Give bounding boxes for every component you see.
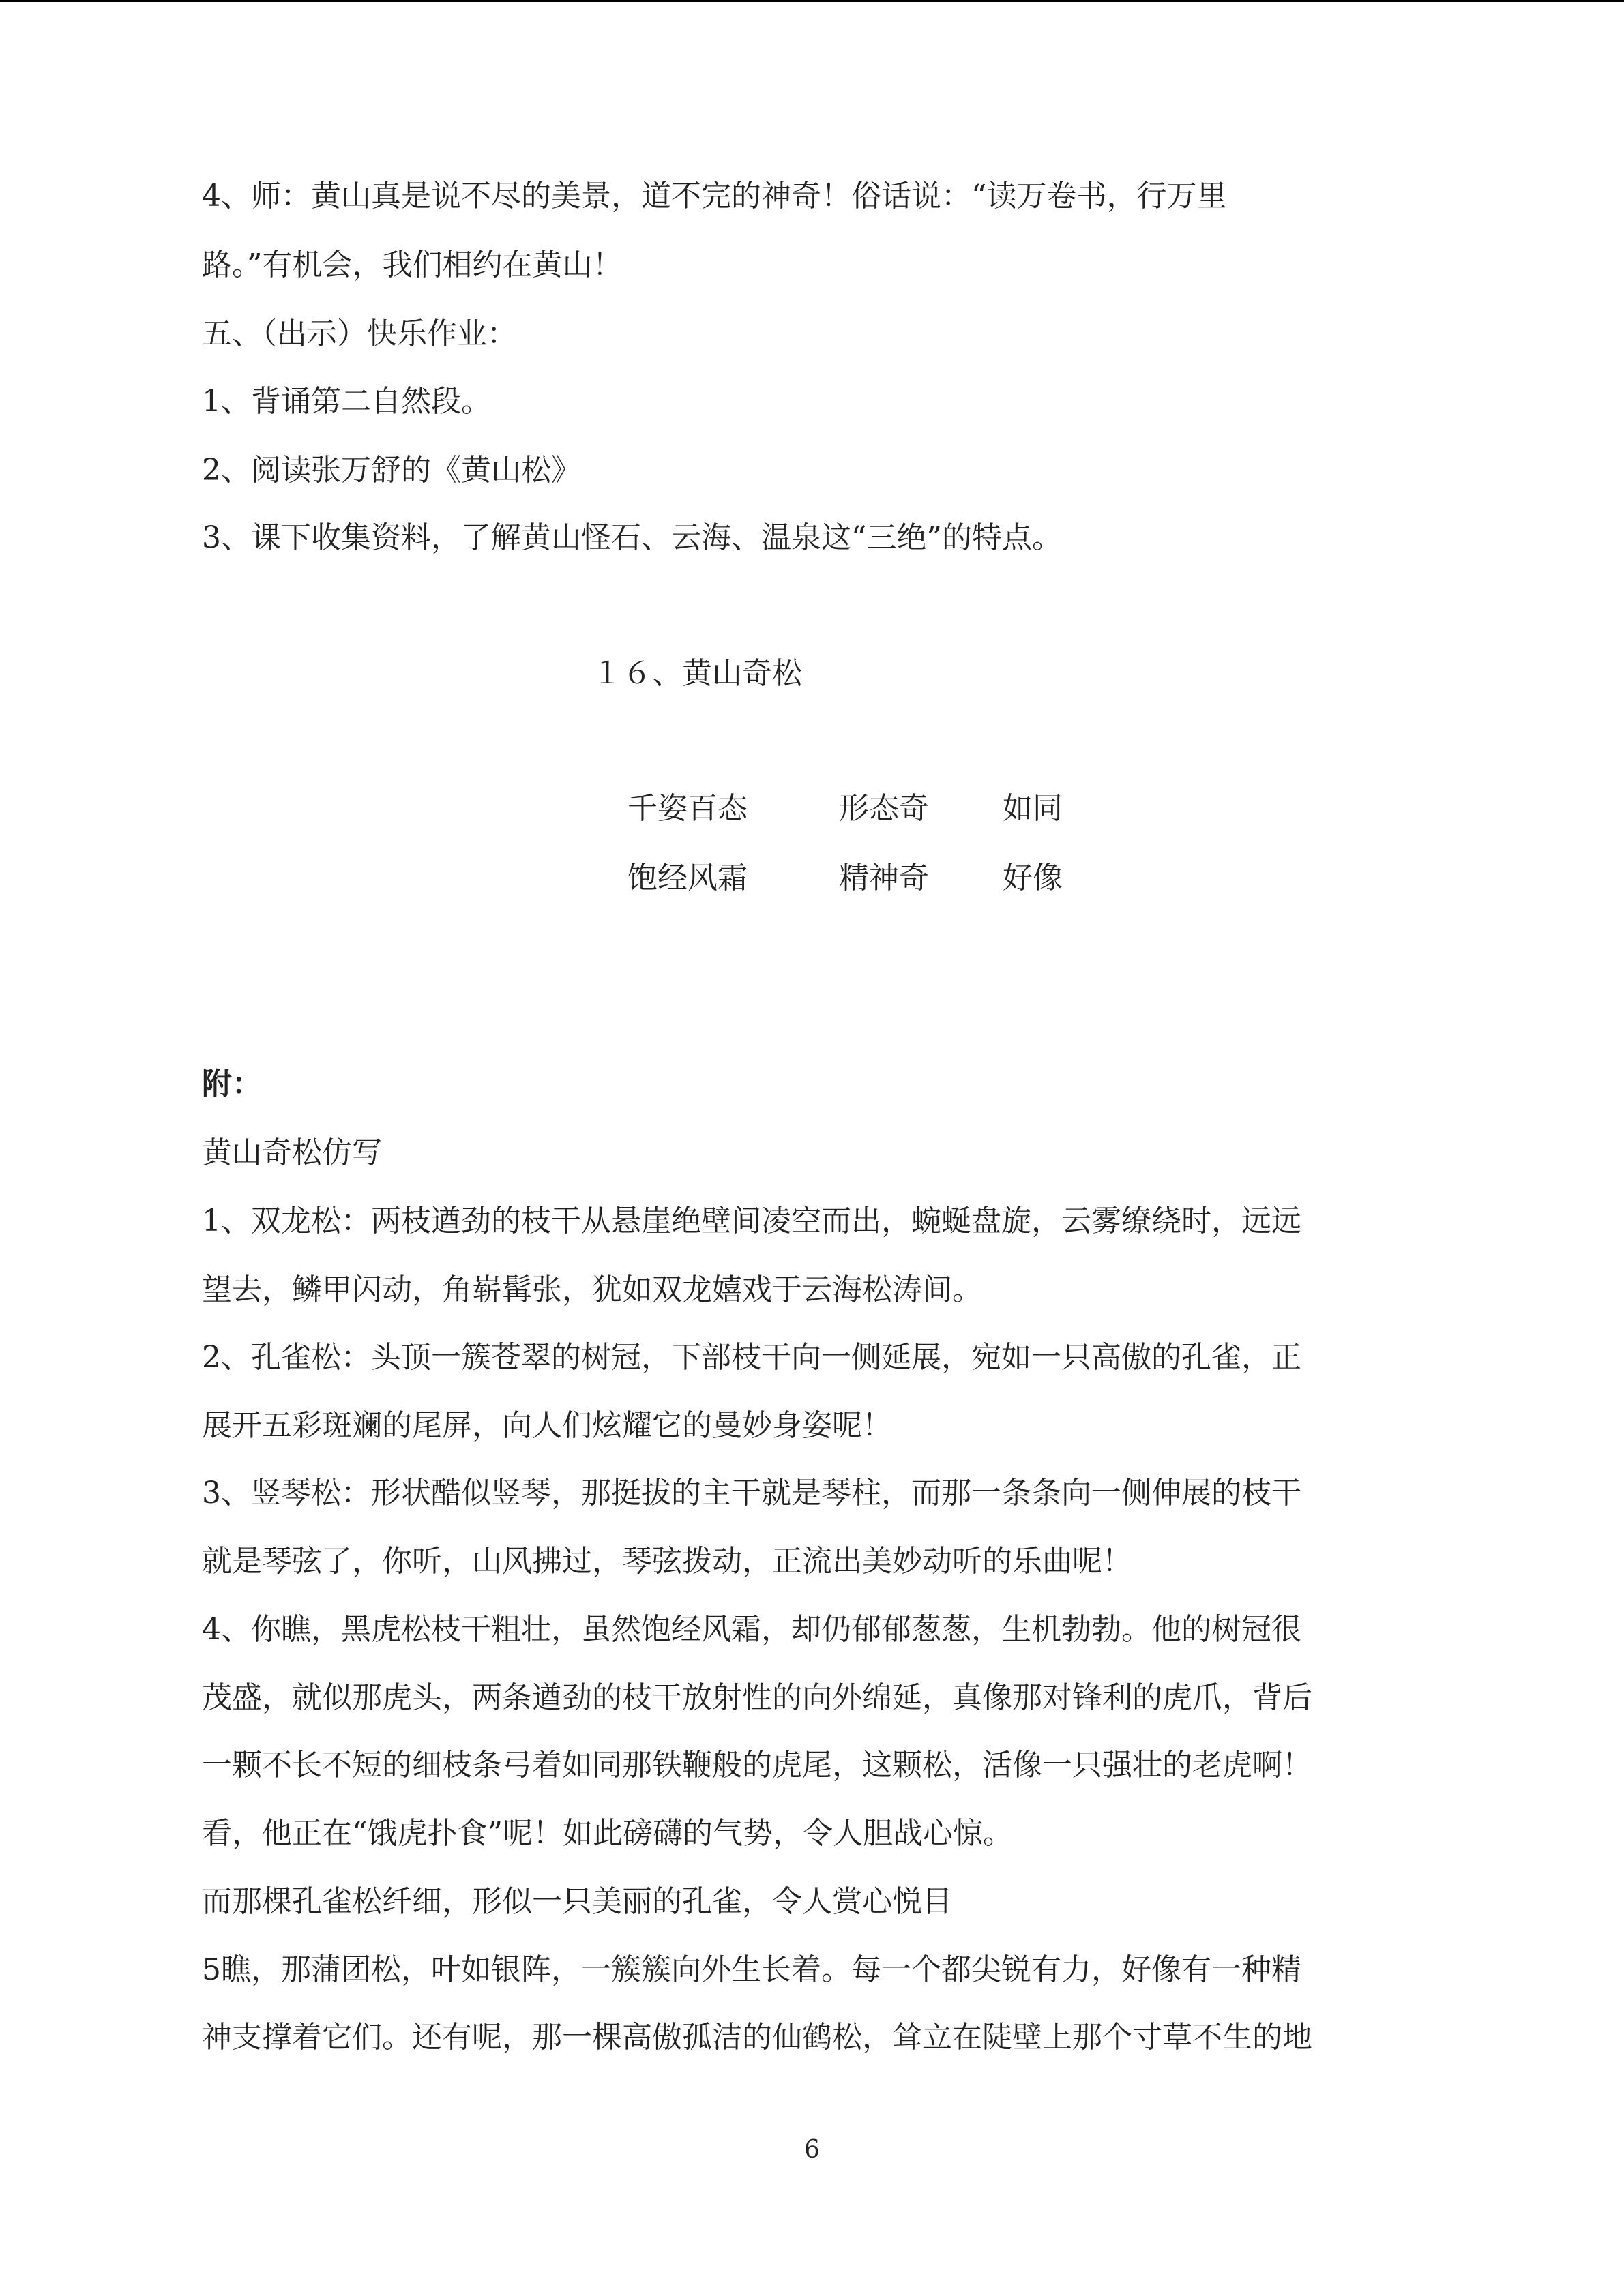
appendix-line: 就是琴弦了，你听，山风拂过，琴弦拨动，正流出美妙动听的乐曲呢！ — [202, 1544, 1132, 1579]
appendix-heading: 附： — [202, 1067, 262, 1101]
appendix-line: 1、双龙松：两枝遒劲的枝干从悬崖绝壁间凌空而出，蜿蜒盘旋，云雾缭绕时，远远 — [202, 1204, 1301, 1238]
homework-item-3: 3、课下收集资料，了解黄山怪石、云海、温泉这“三绝”的特点。 — [202, 520, 1062, 555]
appendix-line: 3、竖琴松：形状酷似竖琴，那挺拔的主干就是琴柱，而那一条条向一侧伸展的枝干 — [202, 1476, 1301, 1510]
homework-item-2: 2、阅读张万舒的《黄山松》 — [202, 453, 581, 488]
appendix-line: 展开五彩斑斓的尾屏，向人们炫耀它的曼妙身姿呢！ — [202, 1408, 892, 1443]
homework-heading: 五、（出示）快乐作业： — [202, 316, 517, 351]
vocab-row-1-col-2: 形态奇 — [839, 791, 929, 826]
paragraph-4-line-1: 4、师：黄山真是说不尽的美景，道不完的神奇！俗话说：“读万卷书，行万里 — [202, 179, 1227, 213]
homework-item-1: 1、背诵第二自然段。 — [202, 384, 491, 419]
vocab-row-1-col-3: 如同 — [1003, 791, 1063, 826]
appendix-line: 4、你瞧，黑虎松枝干粗壮，虽然饱经风霜，却仍郁郁葱葱，生机勃勃。他的树冠很 — [202, 1612, 1301, 1647]
appendix-line: 一颗不长不短的细枝条弓着如同那铁鞭般的虎尾，这颗松，活像一只强壮的老虎啊！ — [202, 1748, 1312, 1783]
appendix-line: 神支撑着它们。还有呢，那一棵高傲孤洁的仙鹤松，耸立在陡壁上那个寸草不生的地 — [202, 2020, 1312, 2055]
appendix-subtitle: 黄山奇松仿写 — [202, 1135, 382, 1170]
blackboard-title: １６、黄山奇松 — [592, 656, 802, 691]
appendix-line: 茂盛，就似那虎头，两条遒劲的枝干放射性的向外绵延，真像那对锋利的虎爪，背后 — [202, 1680, 1312, 1715]
vocab-row-2-col-2: 精神奇 — [839, 861, 929, 895]
appendix-line: 看，他正在“饿虎扑食”呢！如此磅礴的气势，令人胆战心惊。 — [202, 1816, 1013, 1851]
top-border-line — [0, 0, 1624, 2]
vocab-row-2-col-3: 好像 — [1003, 861, 1063, 895]
vocab-row-2-col-1: 饱经风霜 — [628, 861, 748, 895]
appendix-line: 2、孔雀松：头顶一簇苍翠的树冠，下部枝干向一侧延展，宛如一只高傲的孔雀，正 — [202, 1340, 1301, 1375]
paragraph-4-line-2: 路。”有机会，我们相约在黄山！ — [202, 248, 623, 282]
vocab-row-1-col-1: 千姿百态 — [628, 791, 748, 826]
appendix-line: 5瞧，那蒲团松，叶如银阵，一簇簇向外生长着。每一个都尖锐有力，好像有一种精 — [202, 1952, 1301, 1987]
appendix-line: 望去，鳞甲闪动，角崭髯张，犹如双龙嬉戏于云海松涛间。 — [202, 1272, 982, 1307]
page-number: 6 — [804, 2136, 820, 2164]
appendix-line: 而那棵孔雀松纤细，形似一只美丽的孔雀，令人赏心悦目 — [202, 1884, 952, 1919]
